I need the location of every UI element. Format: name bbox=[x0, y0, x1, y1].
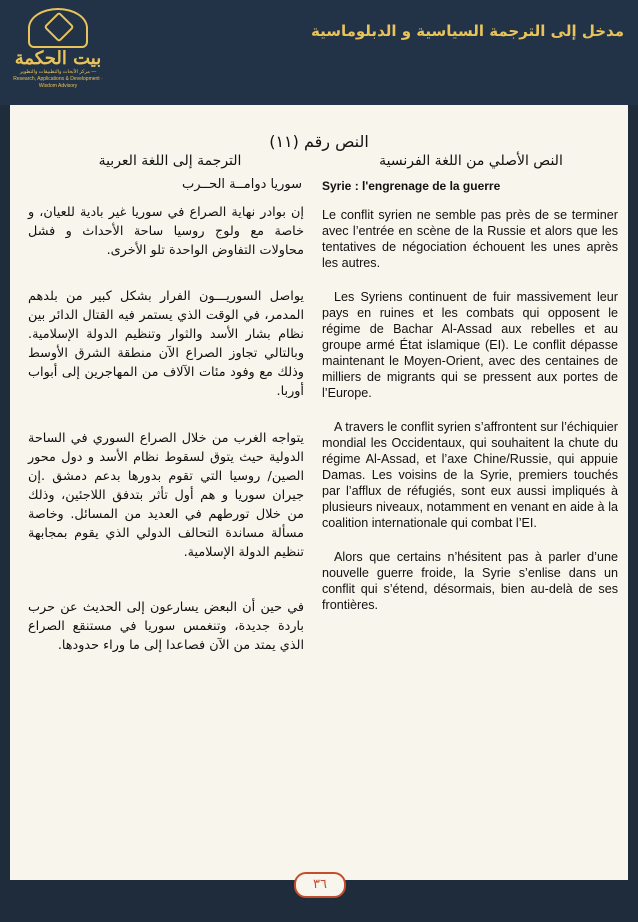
page-content bbox=[10, 105, 628, 880]
logo-title: بيت الحكمة bbox=[14, 48, 102, 69]
logo-subtitle: مركز الأبحاث والتطبيقات والتطوير — Research, Applications & Development · Wisdom Advisory bbox=[13, 69, 103, 89]
arabic-paragraph-2: يواصل السوريـــون الفرار بشكل كبير من بلدهم المدمر، في الوقت الذي يستمر فيه القتال الدائر بين نظام بشار الأسد والثوار وتنظيم الدولة الإسلامية. وبالتالي تجاوز الصراع الآن منطقة الشرق الأوسط وذلك مع وفود مئات الآلاف من المهاجرين إلى أبواب أوربا. bbox=[28, 289, 304, 399]
arabic-paragraph-3: يتواجه الغرب من خلال الصراع السوري في الساحة الدولية حيث يتوق لسقوط نظام الأسد و دول محور الصين/ روسيا التي تقوم بدورها بدعم دمشق .إن جيران سوريا و هم أول تأثر بتدفق اللاجئين، وذلك من خلال تورطهم في العديد من المسائل. وخاصة مسألة مساندة التحالف الدولي الذي يقوم بمجابهة تنظيم الدولة الإسلامية. bbox=[28, 431, 304, 560]
arabic-subtitle: سوريا دوامــة الحــرب bbox=[182, 177, 302, 192]
target-column-heading: الترجمة إلى اللغة العربية bbox=[98, 153, 242, 169]
header-band bbox=[0, 0, 638, 105]
book-title: مدخل إلى الترجمة السياسية و الدبلوماسية bbox=[311, 22, 624, 40]
book-emblem-icon bbox=[28, 8, 88, 48]
arabic-paragraph-4: في حين أن البعض يسارعون إلى الحديث عن حرب باردة جديدة، وتنغمس سوريا في مستنقع الصراع الذي يمتد من الآن فصاعدا إلى ما وراء حدودها. bbox=[28, 600, 304, 653]
french-paragraph-2: Les Syriens continuent de fuir massivement leur pays en ruines et les combats qui opposent le régime de Bachar Al-Assad aux rebelles et au groupe armé État islamique (EI). Le conflit dépasse maintenant le Moyen-Orient, avec des centaines de milliers de migrants qui se pressent aux portes de l’Europe. bbox=[322, 290, 618, 400]
french-paragraph-3: A travers le conflit syrien s’affrontent sur l’échiquier mondial les Occidentaux, qui souhaitent la chute du régime Al-Assad, et l’axe Chine/Russie, qui appuie Damas. Les voisins de la Syrie, premiers touchés par l’afflux de réfugiés, sont eux aussi impliqués à plusieurs niveaux, notamment en venant en aide à la coalition internationale qui combat l’EI. bbox=[322, 420, 618, 530]
source-column-heading: النص الأصلي من اللغة الفرنسية bbox=[379, 153, 563, 169]
french-paragraph-4: Alors que certains n’hésitent pas à parler d’une nouvelle guerre froide, la Syrie s’enlise dans un conflit qui s’étend, désormais, bien au-delà de ses frontières. bbox=[322, 550, 618, 612]
arabic-paragraph-1: إن بوادر نهاية الصراع في سوريا غير بادية للعيان، و خاصة مع ولوج روسيا ساحة الأحداث و فشل محاولات التفاوض الواحدة تلو الأخرى. bbox=[28, 205, 304, 258]
page-number: ٣٦ bbox=[294, 872, 346, 898]
french-paragraph-1: Le conflit syrien ne semble pas près de se terminer avec l’entrée en scène de la Russie et alors que les tentatives de négociation échouent les unes après les autres. bbox=[322, 208, 618, 270]
bayt-al-hikma-logo bbox=[12, 8, 104, 89]
text-number-title: النص رقم (١١) bbox=[269, 132, 369, 151]
french-subtitle: Syrie : l'engrenage de la guerre bbox=[322, 179, 501, 193]
french-text-column bbox=[322, 207, 618, 631]
